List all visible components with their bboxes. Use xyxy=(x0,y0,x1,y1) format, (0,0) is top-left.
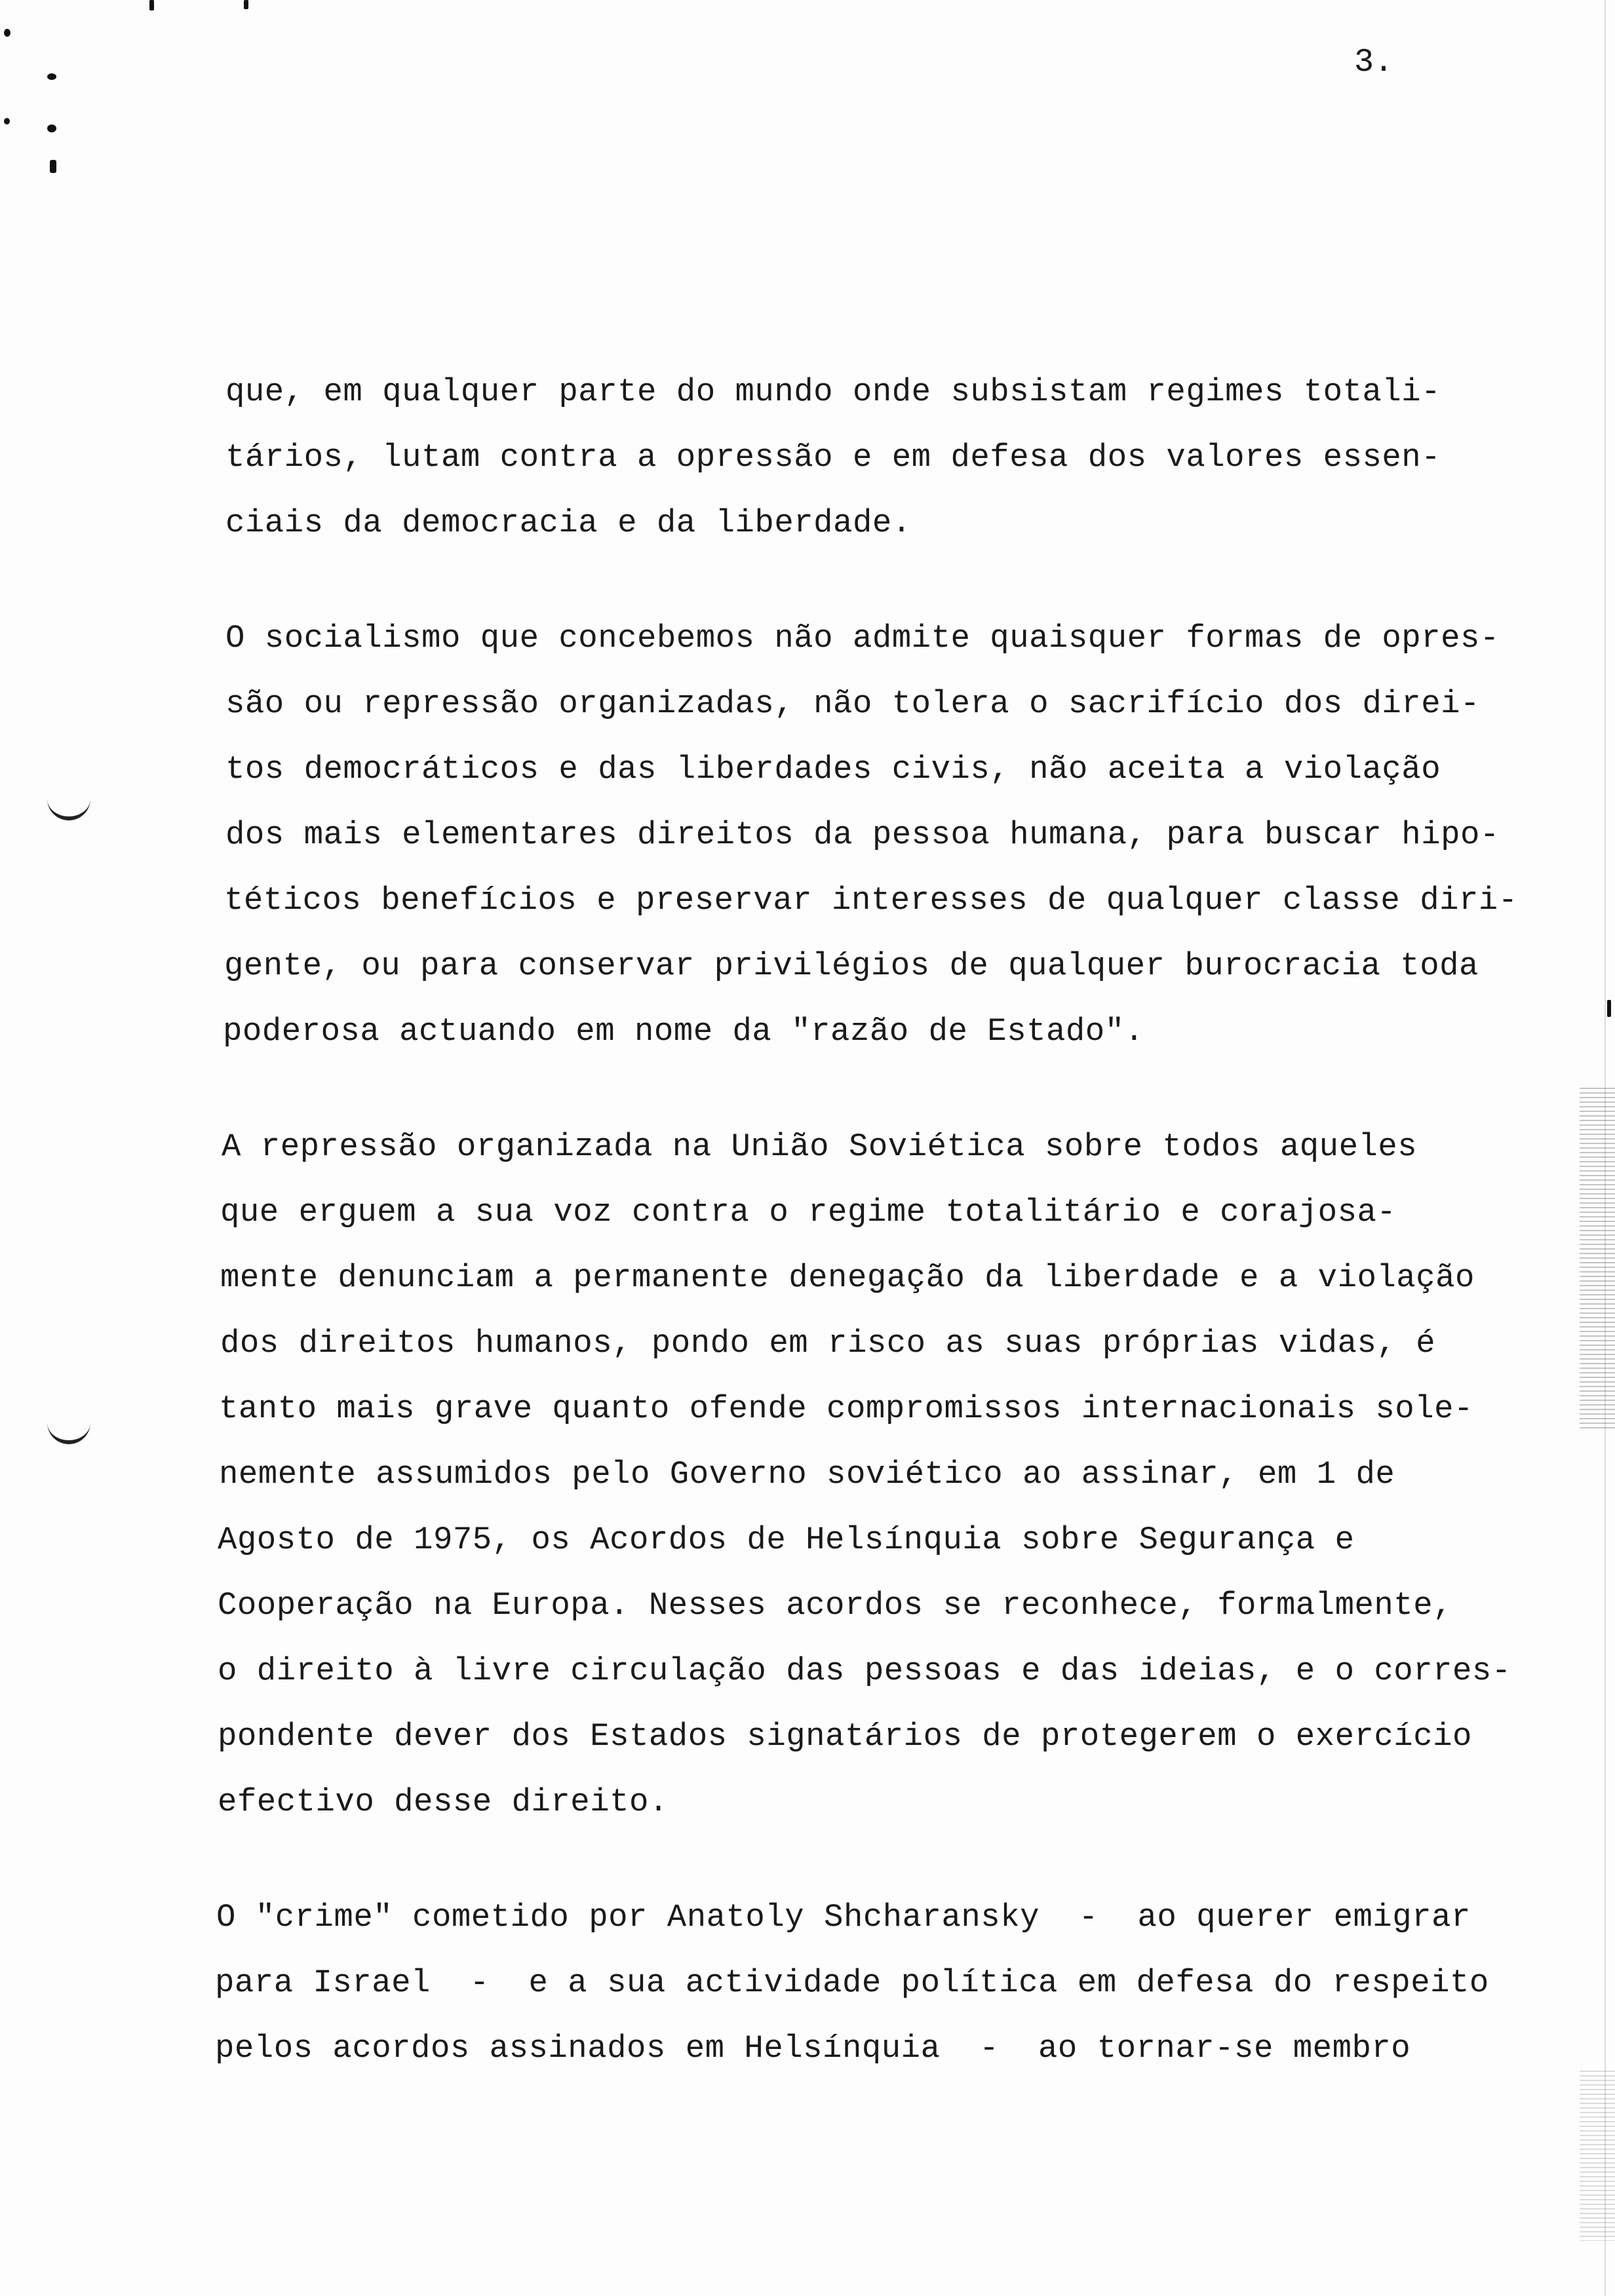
scan-speck xyxy=(47,73,56,80)
text-line: mente denunciam a permanente denegação da liberdade e a violação xyxy=(220,1259,1475,1296)
text-line: Agosto de 1975, os Acordos de Helsínquia sobre Segurança e xyxy=(218,1521,1355,1558)
text-line: gente, ou para conservar privilégios de qualquer burocracia toda xyxy=(224,947,1479,984)
text-line: nemente assumidos pelo Governo soviético ao assinar, em 1 de xyxy=(219,1456,1395,1493)
text-line: A repressão organizada na União Soviética sobre todos aqueles xyxy=(222,1128,1418,1165)
text-line: dos mais elementares direitos da pessoa humana, para buscar hipo- xyxy=(225,816,1500,853)
text-line: tanto mais grave quanto ofende compromissos internacionais sole- xyxy=(219,1390,1473,1427)
text-line: poderosa actuando em nome da "razão de Estado". xyxy=(223,1013,1144,1050)
text-line: que erguem a sua voz contra o regime totalitário e corajosa- xyxy=(220,1194,1397,1231)
text-line: ciais da democracia e da liberdade. xyxy=(225,505,912,541)
scan-speck xyxy=(47,124,56,132)
punch-hole-mark xyxy=(47,1421,90,1444)
scan-edge-noise xyxy=(1580,1088,1615,1428)
text-line: téticos benefícios e preservar interesses de qualquer classe diri- xyxy=(224,882,1518,919)
text-line: que, em qualquer parte do mundo onde subsistam regimes totali- xyxy=(225,373,1441,410)
scan-speck xyxy=(1607,1000,1611,1017)
text-line: Cooperação na Europa. Nesses acordos se reconhece, formalmente, xyxy=(218,1587,1453,1624)
text-line: para Israel - e a sua actividade política em defesa do respeito xyxy=(215,1964,1489,2001)
text-line: tários, lutam contra a opressão e em defesa dos valores essen- xyxy=(225,439,1441,476)
page-number: 3. xyxy=(1354,44,1394,81)
scan-speck xyxy=(4,118,10,124)
scan-speck xyxy=(244,0,248,9)
text-line: dos direitos humanos, pondo em risco as suas próprias vidas, é xyxy=(220,1325,1436,1362)
text-line: o direito à livre circulação das pessoas e das ideias, e o corres- xyxy=(218,1653,1511,1689)
text-line: pelos acordos assinados em Helsínquia - ao tornar-se membro xyxy=(215,2030,1411,2067)
scan-edge-noise xyxy=(1580,2071,1615,2241)
punch-hole-mark xyxy=(47,797,90,820)
text-line: tos democráticos e das liberdades civis, não aceita a violação xyxy=(225,751,1441,788)
text-line: são ou repressão organizadas, não tolera o sacrifício dos direi- xyxy=(225,685,1480,722)
scan-speck xyxy=(50,160,56,173)
text-line: O socialismo que concebemos não admite quaisquer formas de opres- xyxy=(225,620,1500,657)
scan-speck xyxy=(4,29,10,37)
text-line: O "crime" cometido por Anatoly Shcharansky - ao querer emigrar xyxy=(216,1899,1471,1936)
scan-speck xyxy=(149,0,154,10)
text-line: efectivo desse direito. xyxy=(218,1784,669,1820)
text-line: pondente dever dos Estados signatários de protegerem o exercício xyxy=(218,1718,1472,1755)
